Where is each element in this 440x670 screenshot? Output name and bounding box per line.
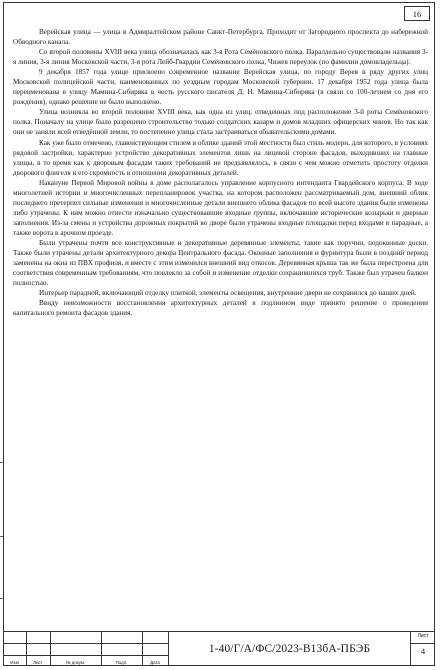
paragraph: Интерьер парадной, включающий отделку плиткой, элементы освещения, внутренние двери не сохранился до наших дней. [39,289,417,298]
binding-tick [0,598,3,599]
sheet-label: Лист [417,633,429,639]
paragraph: Со второй половины XVIII века улица обозначалась как 3-я Рота Семёновского полка. Параллельно существовали названия 3-я линия, 3-я линия Московской части, 3-я рота Лейб-Гвардии Семёновского полка, Чижев переулок (по фамилии домовладельца). [13,48,428,67]
paragraph: Ввиду невозможности восстановления архитектурных деталей в подлинном виде принято решение о проведении капитального ремонта фасадов здания. [13,299,428,318]
body-text [13,27,428,318]
sheet-value: 4 [420,646,426,656]
paragraph: Накануне Первой Мировой войны в доме располагалось управление корпусного интенданта Гвардейского корпуса. В ходе многолетней истории и многочисленных перепланировок участка, на котором расположен рассматриваемый дом, внешний облик последнего претерпел сильные изменения и многочисленные детали внешнего облика фасадов по всей высоте здания были изменены либо утрачены. К ним можно отнести изначально существовавшие входные группы, включавшие исторические козырьки и дверные заполнения. Из-за смены и устройства дорожных покрытий во дворе были утрачены входные площадки перед входами в парадные, а также ворота в арочном проезде. [13,178,428,237]
paragraph: Улица возникла во второй половине XVIII века, как одна из улиц, отведенных под расположение 3-й роты Семёновского полка. Поначалу на улице было разрешено строительство только солдатских казарм и домов младших офицерских чинов. Но так как они не заняли всей отведённой земли, то постепенно улица стала застраиваться обывательскими домами. [13,108,428,137]
paragraph: Как уже было отмечено, главенствующим стилем в облике зданий этой местности был стиль модерн, для которого, в условиях рядовой застройки, характерно устройство декоративных элементов лишь на лицевой стороне фасадов, выходивших на главные улицы, в то время как к дворовым фасадам таких требований не предъявлялось, в связи с чем можно отметить простоту отделки дворового флигеля и его скромность в отношении декоративных деталей. [13,138,428,177]
paragraph: Были утрачены почти все конструктивные и декоративные деревянные элементы, такие как поручни, подоконные доски. Также были утрачены детали архитектурного декора Центрального фасада. Оконные заполнения и фурнитура были в поздний период заменены на окна из ПВХ профиля, и вместе с этим изменился внешний вид откосов. Деревянная крыша так же была перестроена для соответствия современным требованиям, что повлекло за собой и изменение отделки сохранившихся труб. Также был утрачен балкон полностью. [13,238,428,288]
title-block [3,631,435,666]
sheet-number: 16 [404,6,430,21]
paragraph: Верейская улица — улица в Адмиралтейском районе Санкт-Петербурга. Проходит от Загородного проспекта до набережной Обводного канала. [13,28,428,47]
paragraph: 9 декабря 1857 года улице присвоено современное название Верейская улица, по городу Верея в ряду других улиц Московской полицейской части, наименованных по уездным городам Московской губернии. 17 декабря 1952 года улица была переименована в улицу Мамина-Сибиряка в честь русского писателя Д. Н. Мамина-Сибиряка (в связи со 100-летием со дня его рождения), однако решение не было выполнено. [13,68,428,107]
column-label-signature: Подп. [115,660,128,665]
binding-tick [0,536,3,537]
column-label-change: Изм [10,660,19,665]
document-designation: 1-40/Г/А/ФС/2023-В13бА-ПБЭБ [208,643,371,655]
column-label-sheet: Лист [33,660,43,665]
drawing-sheet [3,2,435,666]
column-label-date: Дата [150,660,160,665]
binding-tick [0,462,3,463]
column-label-document: № докум. [65,660,86,665]
